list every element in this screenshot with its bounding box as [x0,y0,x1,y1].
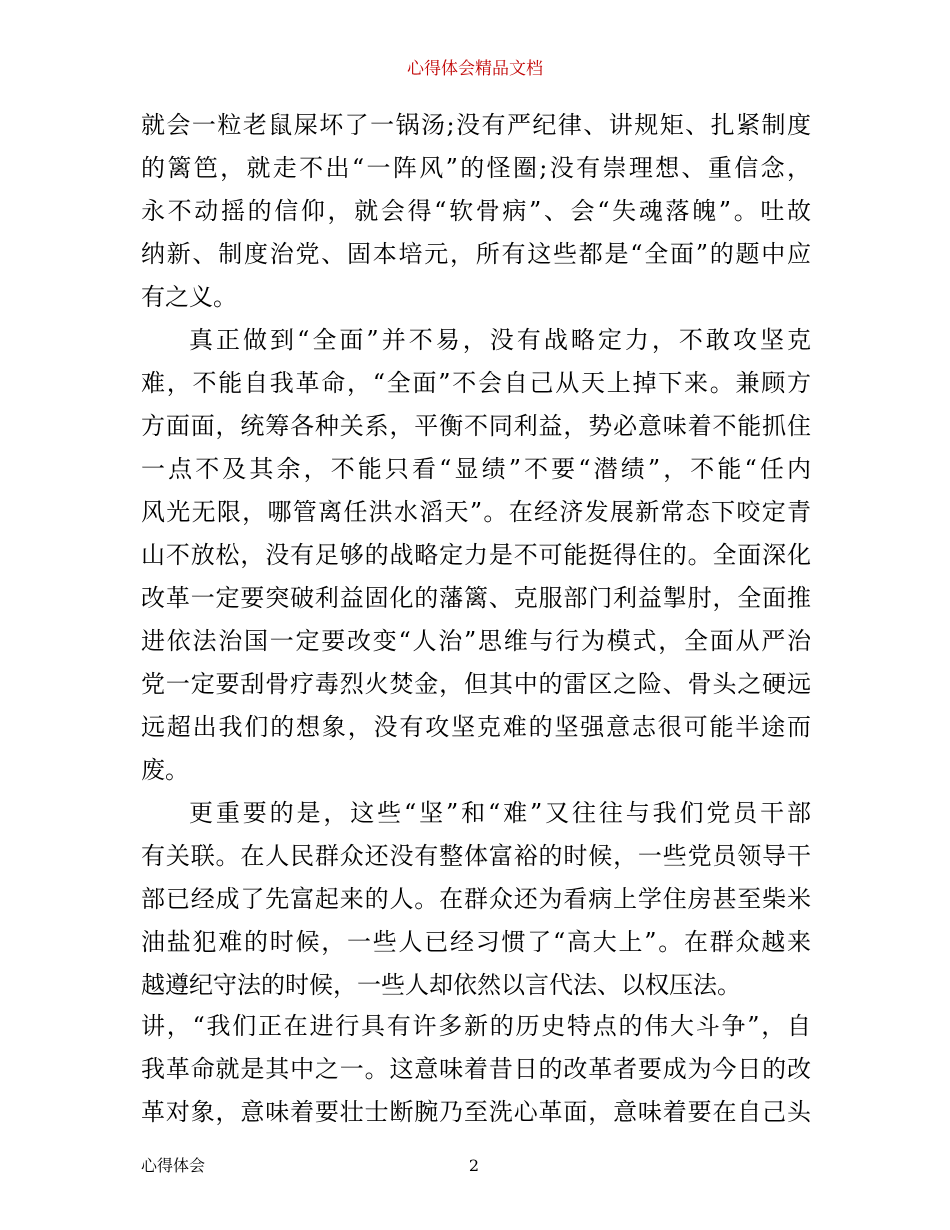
paragraph-line: 越遵纪守法的时候，一些人却依然以言代法、以权压法。 [141,971,741,999]
paragraph-line: 更重要的是，这些“坚”和“难”又往往与我们党员干部 [189,799,811,827]
paragraph-line: 风光无限，哪管离任洪水滔天”。在经济发展新常态下咬定青 [141,498,811,526]
paragraph-line: 党一定要刮骨疗毒烈火焚金，但其中的雷区之险、骨头之硬远 [141,670,811,698]
paragraph-line: 山不放松，没有足够的战略定力是不可能挺得住的。全面深化 [141,541,811,569]
paragraph-line: 难，不能自我革命，“全面”不会自己从天上掉下来。兼顾方 [141,369,811,397]
paragraph-line: 纳新、制度治党、固本培元，所有这些都是“全面”的题中应 [141,240,811,268]
paragraph-line: 的篱笆，就走不出“一阵风”的怪圈;没有崇理想、重信念， [141,154,811,182]
paragraph-line: 部已经成了先富起来的人。在群众还为看病上学住房甚至柴米 [141,885,811,913]
paragraph-line: 我革命就是其中之一。这意味着昔日的改革者要成为今日的改 [141,1055,811,1083]
paragraph-line: 讲，“我们正在进行具有许多新的历史特点的伟大斗争”，自 [141,1012,811,1040]
paragraph-line: 远超出我们的想象，没有攻坚克难的坚强意志很可能半途而 [141,713,811,741]
paragraph-line: 永不动摇的信仰，就会得“软骨病”、会“失魂落魄”。吐故 [141,197,811,225]
paragraph-line: 方面面，统筹各种关系，平衡不同利益，势必意味着不能抓住 [141,412,811,440]
paragraph-line: 改革一定要突破利益固化的藩篱、克服部门利益掣肘，全面推 [141,584,811,612]
footer-label: 心得体会 [141,1156,206,1175]
page-number: 2 [468,1156,480,1175]
paragraph-line: 有关联。在人民群众还没有整体富裕的时候，一些党员领导干 [141,842,811,870]
paragraph-line: 有之义。 [141,283,237,311]
paragraph-line: 就会一粒老鼠屎坏了一锅汤;没有严纪律、讲规矩、扎紧制度 [141,111,811,139]
page-header-title: 心得体会精品文档 [407,59,543,79]
paragraph-line: 进依法治国一定要改变“人治”思维与行为模式，全面从严治 [141,627,811,655]
paragraph-line: 革对象，意味着要壮士断腕乃至洗心革面，意味着要在自己头 [141,1098,811,1126]
paragraph-line: 废。 [141,756,189,784]
paragraph-line: 真正做到“全面”并不易，没有战略定力，不敢攻坚克 [189,326,811,354]
paragraph-line: 油盐犯难的时候，一些人已经习惯了“高大上”。在群众越来 [141,928,811,956]
paragraph-line: 一点不及其余，不能只看“显绩”不要“潜绩”，不能“任内 [141,455,811,483]
